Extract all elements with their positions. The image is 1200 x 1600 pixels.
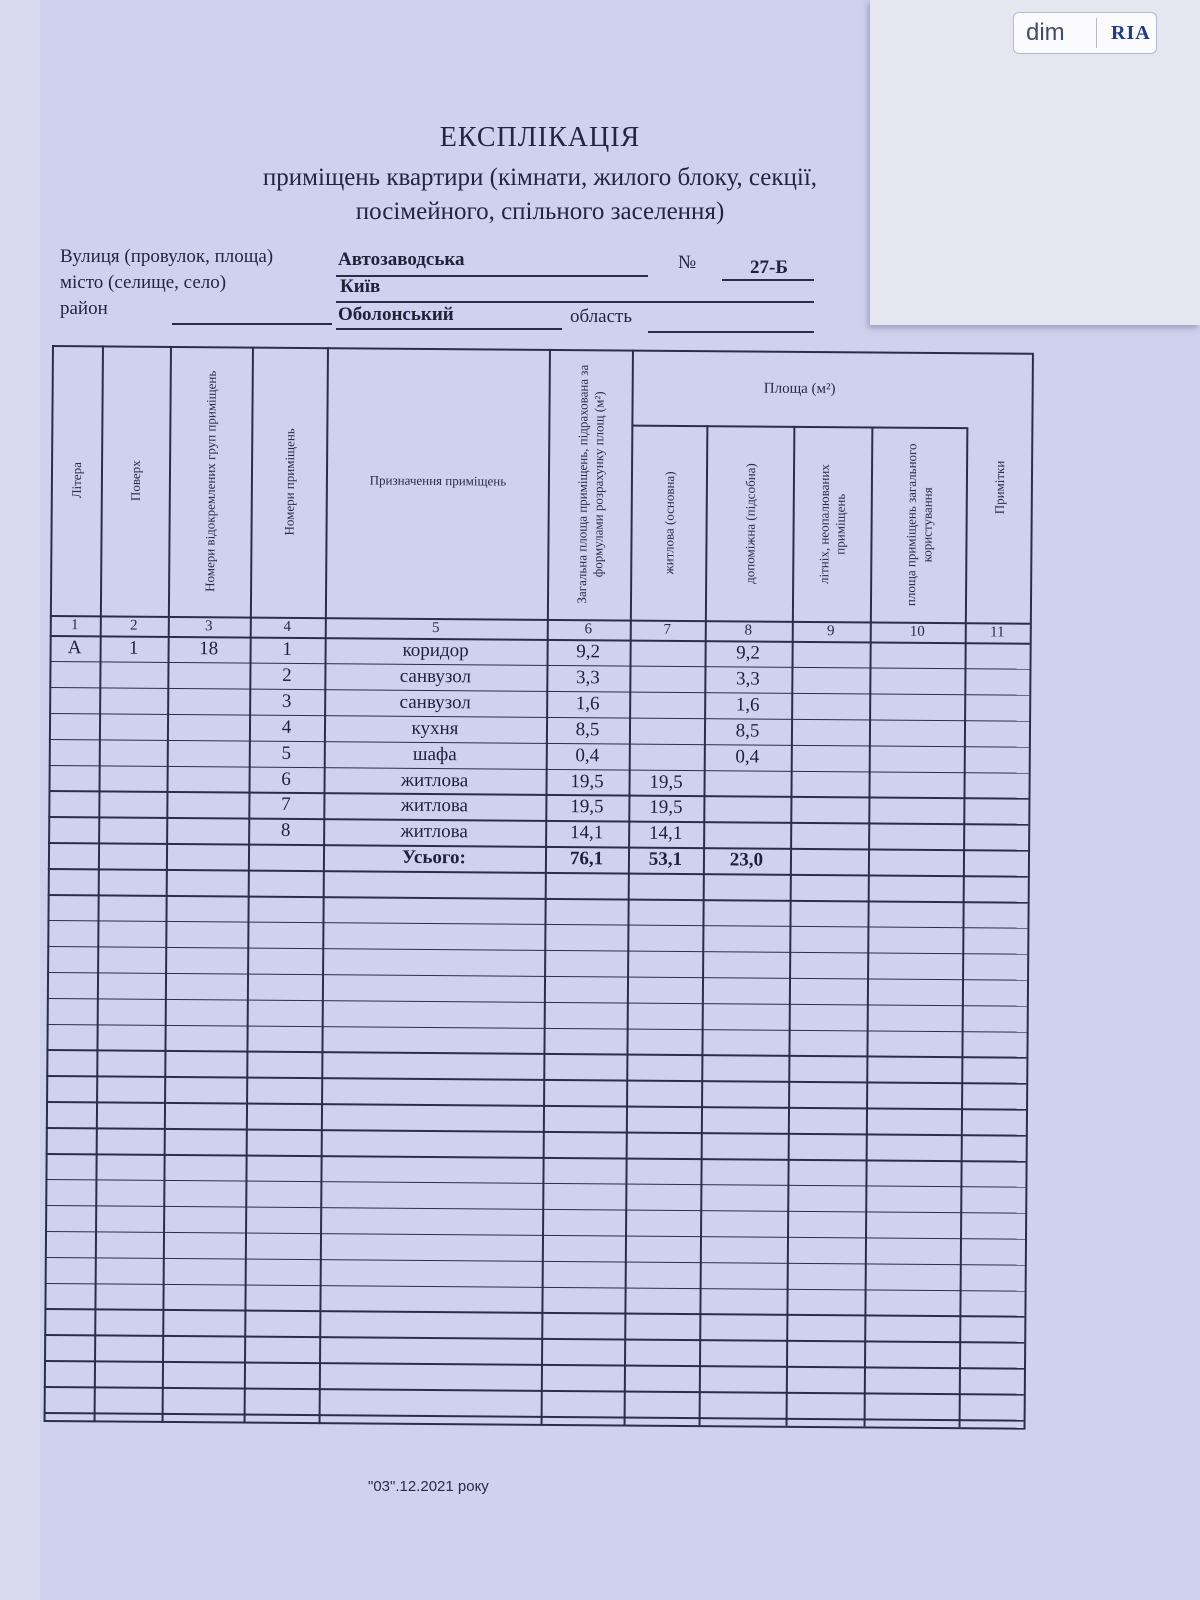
header-floor: Поверх <box>127 460 144 502</box>
header-living-area: житлова (основна) <box>660 470 677 574</box>
row-divider <box>46 1127 1026 1136</box>
table-row-total: 19,5 <box>570 796 604 818</box>
column-divider <box>624 350 634 1427</box>
table-row-num: 6 <box>281 768 291 790</box>
column-number: 11 <box>989 624 1005 641</box>
header-total-area: Загальна площа приміщень, підрахована за формулами розрахунку площ (м²) <box>573 364 607 604</box>
city-label: місто (селище, село) <box>60 272 227 293</box>
row-divider <box>47 972 1027 981</box>
header-room-numbers: Номери приміщень <box>281 428 297 536</box>
table-row-num: 1 <box>282 638 292 660</box>
table-row-purpose: житлова <box>400 821 468 843</box>
column-divider <box>541 349 551 1426</box>
header-notes: Примітки <box>991 460 1007 515</box>
row-divider <box>47 920 1027 929</box>
column-number: 3 <box>204 618 213 635</box>
table-row-num: 2 <box>282 664 292 686</box>
column-number: 6 <box>584 621 593 638</box>
row-divider <box>49 739 1029 748</box>
table-row-purpose: шафа <box>412 743 457 765</box>
column-number: 7 <box>663 621 672 638</box>
number-underline <box>722 279 814 281</box>
row-divider <box>47 946 1027 955</box>
row-divider <box>45 1282 1025 1291</box>
column-divider <box>94 345 104 1422</box>
row-divider <box>47 1023 1027 1032</box>
street-value: Автозаводська <box>338 249 465 270</box>
table-row-total: 1,6 <box>575 692 600 715</box>
table-row-total: 0,4 <box>575 744 600 766</box>
row-divider <box>49 687 1029 696</box>
city-underline <box>336 301 814 303</box>
column-divider <box>1024 353 1034 1430</box>
header-aux-area: допоміжна (підсобна) <box>741 462 758 584</box>
row-divider <box>50 661 1030 670</box>
row-divider <box>44 1308 1024 1317</box>
district-label: район <box>60 298 108 319</box>
column-number: 2 <box>129 617 138 634</box>
column-divider <box>162 346 172 1423</box>
row-divider <box>46 1049 1026 1058</box>
column-divider <box>319 347 329 1424</box>
city-value: Київ <box>340 276 381 297</box>
column-number: 1 <box>70 617 79 634</box>
row-divider <box>44 1334 1024 1343</box>
table-row-num: 3 <box>281 690 292 712</box>
total-row-purpose: Усього: <box>401 846 466 869</box>
row-divider <box>46 1101 1026 1110</box>
row-divider <box>50 635 1030 644</box>
row-divider <box>49 713 1029 722</box>
number-label: № <box>678 252 697 273</box>
row-divider <box>44 1386 1024 1395</box>
header-divider <box>50 615 1030 625</box>
table-row-total: 8,5 <box>575 718 600 740</box>
column-number: 10 <box>909 623 925 640</box>
number-value: 27-Б <box>750 257 788 278</box>
row-divider <box>48 790 1028 799</box>
region-underline <box>648 331 814 333</box>
document-subtitle-line2: посімейного, спільного заселення) <box>355 198 725 225</box>
watermark-ria: RIA <box>1111 21 1151 44</box>
column-number: 5 <box>431 619 440 637</box>
table-row-aux: 8,5 <box>735 720 760 742</box>
header-groups: Номери відокремлених груп приміщень <box>202 370 219 592</box>
row-divider <box>45 1257 1025 1266</box>
row-divider <box>46 1153 1026 1162</box>
row-divider <box>49 764 1029 773</box>
column-divider <box>244 347 254 1424</box>
table-row-num: 4 <box>281 716 292 738</box>
header-litera: Літера <box>68 462 85 499</box>
table-row-num: 8 <box>280 820 291 842</box>
row-divider <box>47 998 1027 1007</box>
row-divider <box>45 1231 1025 1240</box>
table-row-num: 7 <box>281 794 291 816</box>
table-row-purpose: кухня <box>411 717 459 739</box>
region-label: область <box>570 306 633 327</box>
district-underline <box>336 328 562 330</box>
explication-table <box>43 345 1052 1453</box>
table-row-total: 3,3 <box>575 667 600 689</box>
header-summer-rooms: літніх, неопалюваних приміщень <box>816 463 848 584</box>
row-divider <box>44 1412 1024 1421</box>
row-divider <box>48 842 1028 851</box>
table-row-group: 18 <box>199 638 219 660</box>
document-subtitle-line1: приміщень квартири (кімнати, жилого блоку, секції, <box>262 164 818 191</box>
area-group-divider <box>631 425 966 430</box>
table-row-num: 5 <box>281 742 292 764</box>
document-date: "03".12.2021 року <box>368 1478 489 1495</box>
table-row-living: 14,1 <box>648 823 683 845</box>
column-number: 9 <box>826 623 835 640</box>
street-underline <box>336 275 648 277</box>
table-row-litera: А <box>67 637 82 659</box>
table-row-floor: 1 <box>128 637 139 659</box>
column-number: 8 <box>744 622 753 639</box>
table-row-aux: 3,3 <box>735 668 760 690</box>
table-row-total: 9,2 <box>576 641 601 663</box>
header-purpose: Призначення приміщень <box>369 472 507 489</box>
row-divider <box>48 816 1028 825</box>
header-area-group: Площа (м²) <box>763 380 836 398</box>
header-common-area: площа приміщень загального користування <box>902 442 935 606</box>
total-row-aux: 23,0 <box>729 849 764 871</box>
table-row-purpose: житлова <box>400 795 469 817</box>
row-divider <box>46 1075 1026 1084</box>
table-row-purpose: санвузол <box>399 691 471 714</box>
table-row-total: 19,5 <box>570 770 604 792</box>
document-title: ЕКСПЛІКАЦІЯ <box>439 122 641 153</box>
street-label: Вулиця (провулок, площа) <box>60 246 274 267</box>
row-divider <box>48 868 1028 877</box>
table-row-purpose: санвузол <box>399 665 472 688</box>
column-number: 4 <box>283 618 292 635</box>
table-row-living: 19,5 <box>649 797 683 819</box>
table-border-bottom <box>44 1420 1024 1430</box>
table-row-aux: 0,4 <box>735 745 760 768</box>
district-value: Оболонський <box>338 304 454 325</box>
table-row-purpose: коридор <box>402 639 469 662</box>
district-underline-left <box>172 323 332 325</box>
dimria-watermark <box>1013 12 1157 54</box>
watermark-dim: dim <box>1026 19 1065 46</box>
total-row-total: 76,1 <box>569 848 604 870</box>
table-row-purpose: житлова <box>400 769 469 791</box>
table-row-living: 19,5 <box>649 771 683 793</box>
row-divider <box>48 894 1028 903</box>
row-divider <box>45 1205 1025 1214</box>
table-row-aux: 1,6 <box>735 694 760 716</box>
table-row-total: 14,1 <box>569 822 604 844</box>
table-row-aux: 9,2 <box>736 642 761 664</box>
row-divider <box>44 1360 1024 1369</box>
total-row-living: 53,1 <box>648 848 683 871</box>
row-divider <box>45 1179 1025 1188</box>
